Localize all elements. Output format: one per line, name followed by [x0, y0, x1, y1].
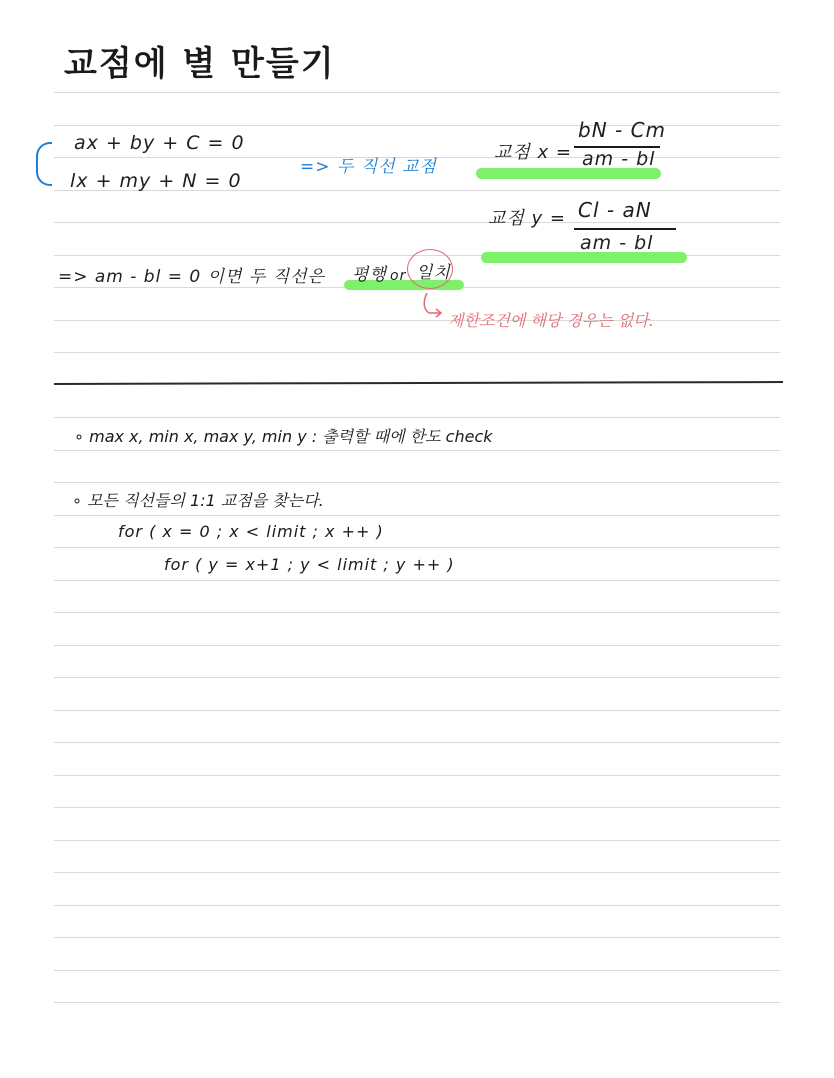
curved-arrow-icon: [421, 291, 445, 321]
formula-y-denominator: am - bl: [580, 232, 654, 254]
ruled-line: [54, 222, 780, 223]
formula-x-denominator: am - bl: [582, 148, 656, 170]
ruled-line: [54, 840, 780, 841]
word-coincide: 일치: [416, 263, 451, 283]
ruled-line: [54, 547, 780, 548]
formula-x-numerator: bN - Cm: [578, 118, 667, 142]
ruled-line: [54, 515, 780, 516]
formula-y-fraction-bar: [574, 228, 676, 230]
page-title: 교점에 별 만들기: [64, 44, 336, 84]
constraint-note: 제한조건에 해당 경우는 없다.: [448, 311, 654, 330]
ruled-line: [54, 775, 780, 776]
ruled-line: [54, 125, 780, 126]
ruled-line: [54, 320, 780, 321]
ruled-line: [54, 92, 780, 93]
equation-line-2: lx + my + N = 0: [70, 170, 242, 192]
word-or: or: [390, 268, 407, 284]
equation-line-1: ax + by + C = 0: [74, 132, 245, 154]
bullet-find-intersections: ∘ 모든 직선들의 1:1 교점을 찾는다.: [72, 491, 324, 510]
ruled-line: [54, 677, 780, 678]
ruled-line: [54, 450, 780, 451]
code-outer-loop: for ( x = 0 ; x < limit ; x ++ ): [118, 522, 384, 541]
ruled-line: [54, 1002, 780, 1003]
ruled-line: [54, 937, 780, 938]
ruled-line: [54, 710, 780, 711]
ruled-line: [54, 352, 780, 353]
ruled-line: [54, 872, 780, 873]
ruled-line: [54, 612, 780, 613]
formula-x-label: 교점 x =: [494, 142, 572, 163]
ruled-line: [54, 580, 780, 581]
ruled-line: [54, 970, 780, 971]
ruled-line: [54, 807, 780, 808]
ruled-line: [54, 417, 780, 418]
ruled-line: [54, 742, 780, 743]
code-inner-loop: for ( y = x+1 ; y < limit ; y ++ ): [164, 555, 455, 574]
parallel-condition-text: => am - bl = 0 이면 두 직선은: [58, 267, 325, 287]
bullet-bounds-check: ∘ max x, min x, max y, min y : 출력할 때에 한도 check: [74, 427, 493, 446]
section-divider: [54, 381, 783, 385]
ruled-line: [54, 482, 780, 483]
formula-y-numerator: Cl - aN: [578, 198, 652, 222]
intersection-arrow-note: => 두 직선 교점: [300, 157, 437, 177]
formula-y-label: 교점 y =: [488, 208, 566, 229]
word-parallel: 평행: [352, 265, 387, 285]
ruled-line: [54, 905, 780, 906]
equation-brace: [36, 142, 52, 186]
ruled-line: [54, 645, 780, 646]
